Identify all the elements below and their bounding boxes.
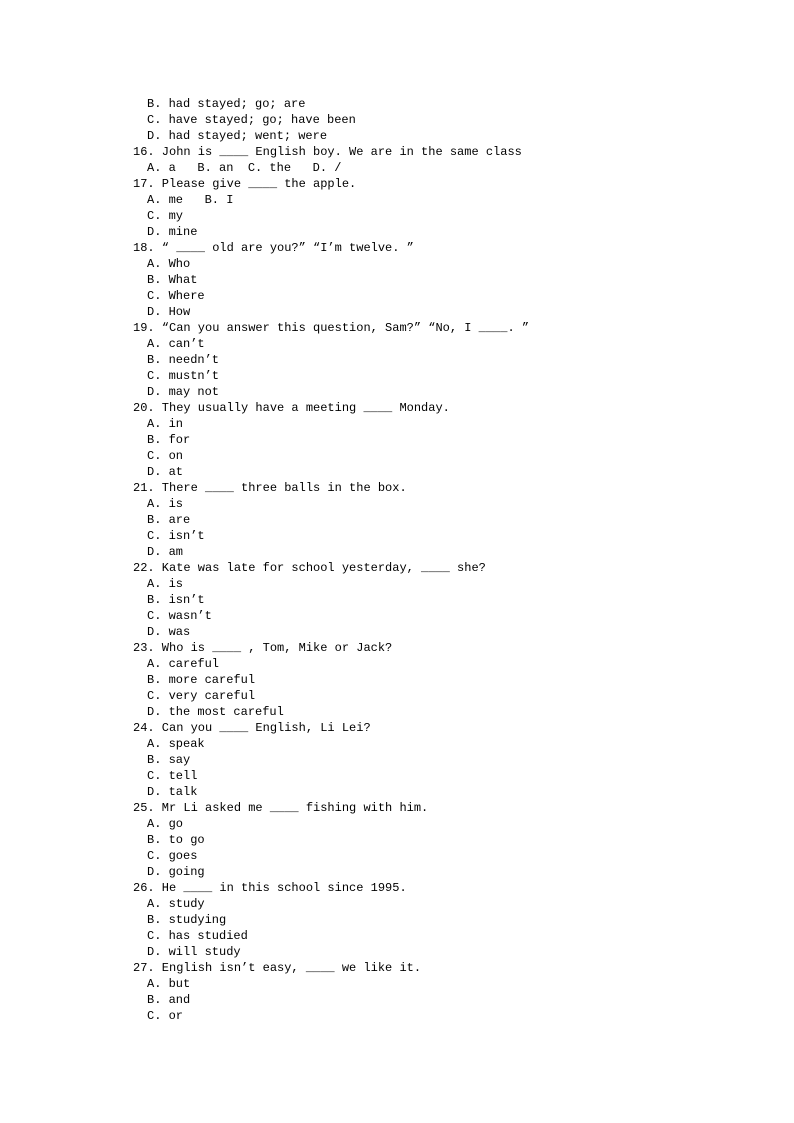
option-line: A. is (147, 497, 184, 511)
option-line: A. a B. an C. the D. / (147, 161, 342, 175)
question-line: 27. English isn’t easy, ____ we like it. (133, 961, 422, 975)
option-line: B. What (147, 273, 198, 287)
question-line: 18. “ ____ old are you?” “I’m twelve. ” (133, 241, 414, 255)
option-line: A. is (147, 577, 184, 591)
option-line: A. Who (147, 257, 191, 271)
option-line: D. may not (147, 385, 220, 399)
option-line: A. but (147, 977, 191, 991)
option-line: A. study (147, 897, 205, 911)
option-line: D. talk (147, 785, 198, 799)
question-line: 25. Mr Li asked me ____ fishing with him. (133, 801, 429, 815)
option-line: C. very careful (147, 689, 256, 703)
option-line: B. needn’t (147, 353, 220, 367)
option-line: B. say (147, 753, 191, 767)
question-line: 16. John is ____ English boy. We are in the same class (133, 145, 522, 159)
option-line: A. careful (147, 657, 220, 671)
option-line: D. will study (147, 945, 241, 959)
option-line: C. has studied (147, 929, 248, 943)
option-line: D. going (147, 865, 205, 879)
option-line: A. speak (147, 737, 205, 751)
option-line: B. studying (147, 913, 227, 927)
option-line: C. have stayed; go; have been (147, 113, 356, 127)
option-line: D. had stayed; went; were (147, 129, 328, 143)
option-line: D. was (147, 625, 191, 639)
option-line: B. to go (147, 833, 205, 847)
option-line: C. wasn’t (147, 609, 212, 623)
option-line: C. mustn’t (147, 369, 220, 383)
option-line: B. and (147, 993, 191, 1007)
option-line: C. or (147, 1009, 184, 1023)
question-line: 17. Please give ____ the apple. (133, 177, 357, 191)
question-line: 22. Kate was late for school yesterday, ____ she? (133, 561, 486, 575)
option-line: D. mine (147, 225, 198, 239)
option-line: B. for (147, 433, 191, 447)
option-line: B. isn’t (147, 593, 205, 607)
question-line: 24. Can you ____ English, Li Lei? (133, 721, 371, 735)
option-line: C. tell (147, 769, 198, 783)
option-line: B. are (147, 513, 191, 527)
question-line: 21. There ____ three balls in the box. (133, 481, 407, 495)
option-line: C. Where (147, 289, 205, 303)
option-line: A. can’t (147, 337, 205, 351)
option-line: A. go (147, 817, 184, 831)
option-line: D. am (147, 545, 184, 559)
option-line: D. How (147, 305, 191, 319)
question-list (133, 96, 693, 1024)
option-line: C. my (147, 209, 184, 223)
option-line: B. had stayed; go; are (147, 97, 306, 111)
option-line: C. goes (147, 849, 198, 863)
question-line: 19. “Can you answer this question, Sam?” “No, I ____. ” (133, 321, 530, 335)
question-line: 20. They usually have a meeting ____ Monday. (133, 401, 450, 415)
option-line: C. isn’t (147, 529, 205, 543)
option-line: C. on (147, 449, 184, 463)
option-line: D. at (147, 465, 184, 479)
option-line: D. the most careful (147, 705, 284, 719)
question-line: 26. He ____ in this school since 1995. (133, 881, 407, 895)
option-line: B. more careful (147, 673, 256, 687)
option-line: A. in (147, 417, 184, 431)
option-line: A. me B. I (147, 193, 234, 207)
question-line: 23. Who is ____ , Tom, Mike or Jack? (133, 641, 393, 655)
